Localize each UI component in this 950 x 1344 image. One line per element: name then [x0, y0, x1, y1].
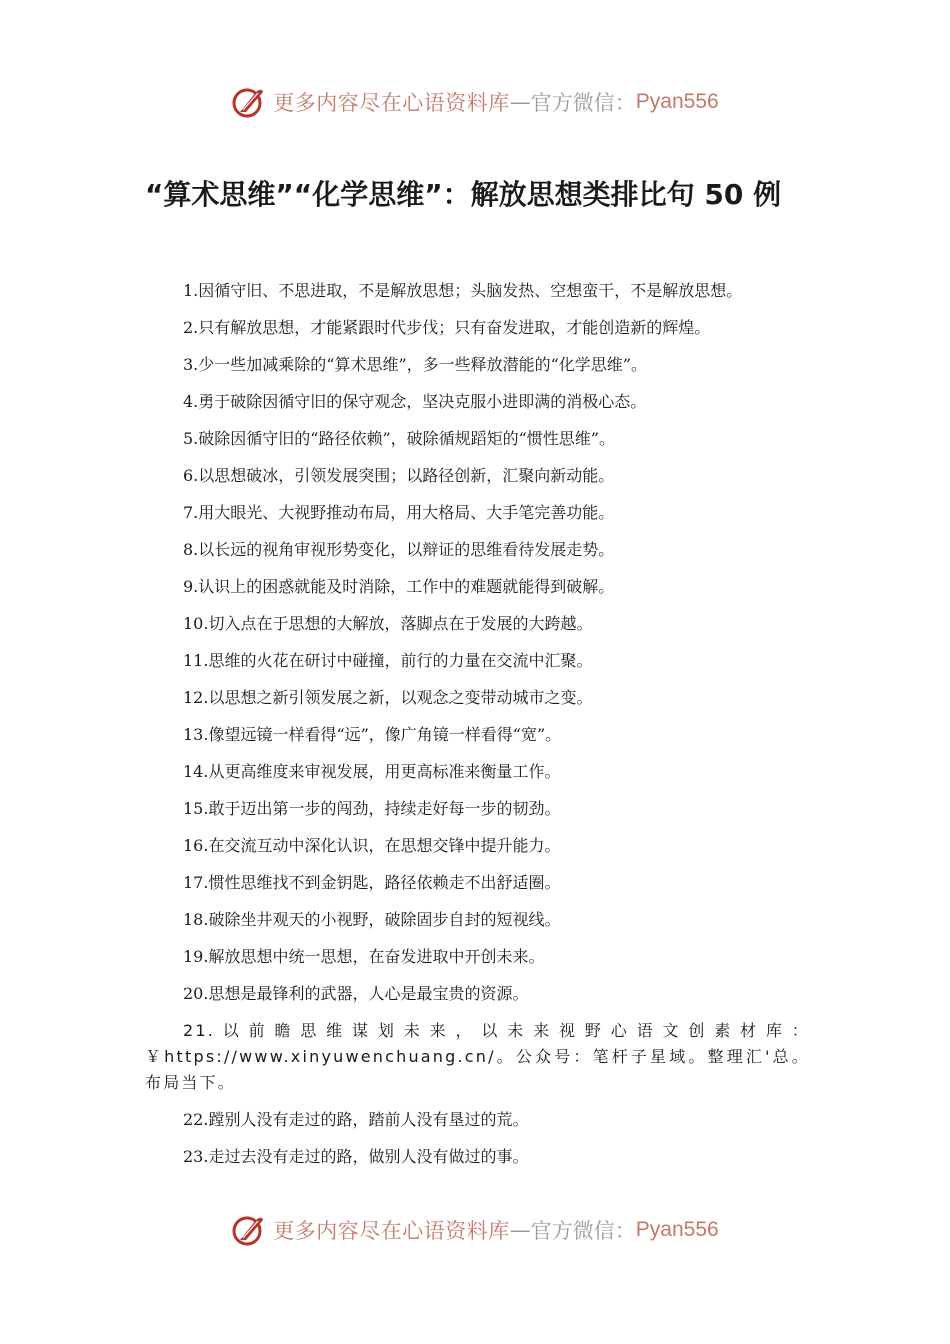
footer-banner — [0, 1208, 950, 1252]
list-item: 13.像望远镜一样看得“远”，像广角镜一样看得“宽”。 — [183, 725, 562, 744]
list-item: 19.解放思想中统一思想，在奋发进取中开创未来。 — [183, 947, 545, 966]
quill-logo-icon — [231, 1212, 267, 1248]
banner-wechat-id: Pyan556 — [635, 90, 719, 113]
list-item: 8.以长远的视角审视形势变化，以辩证的思维看待发展走势。 — [183, 540, 615, 559]
list-item: 9.认识上的困惑就能及时消除，工作中的难题就能得到破解。 — [183, 577, 615, 596]
list-item: 2.只有解放思想，才能紧跟时代步伐；只有奋发进取，才能创造新的辉煌。 — [183, 318, 711, 337]
list-item: 4.勇于破除因循守旧的保守观念，坚决克服小进即满的消极心态。 — [183, 392, 647, 411]
list-item: 20.思想是最锋利的武器，人心是最宝贵的资源。 — [183, 984, 529, 1003]
list-item: 6.以思想破冰，引领发展突围；以路径创新，汇聚向新动能。 — [183, 466, 615, 485]
list-item: 16.在交流互动中深化认识，在思想交锋中提升能力。 — [183, 836, 561, 855]
banner-wechat-label: 官方微信： — [530, 91, 636, 115]
banner-wechat-id: Pyan556 — [635, 1218, 719, 1241]
header-banner — [0, 80, 950, 124]
list-item: 18.破除坐井观天的小视野，破除固步自封的短视线。 — [183, 910, 561, 929]
banner-wechat-label: 官方微信： — [530, 1219, 636, 1243]
document-body — [145, 278, 810, 1181]
banner-text: 更多内容尽在心语资料库 — [273, 91, 510, 115]
list-item: 11.思维的火花在研讨中碰撞，前行的力量在交流中汇聚。 — [183, 651, 593, 670]
list-item: 5.破除因循守旧的“路径依赖”，破除循规蹈矩的“惯性思维”。 — [183, 429, 615, 448]
banner-dash: — — [509, 1218, 531, 1242]
list-item: 12.以思想之新引领发展之新，以观念之变带动城市之变。 — [183, 688, 593, 707]
list-item: 22.蹚别人没有走过的路，踏前人没有垦过的荒。 — [183, 1110, 529, 1129]
list-item: 23.走过去没有走过的路，做别人没有做过的事。 — [183, 1147, 529, 1166]
list-item: 1.因循守旧、不思进取，不是解放思想；头脑发热、空想蛮干，不是解放思想。 — [183, 281, 743, 300]
list-item: 21.以前瞻思维谋划未来，以未来视野心语文创素材库：￥https://www.xinyuwenchuang.cn/。公众号：笔杆子星域。整理汇'总。布局当下。 — [145, 1021, 810, 1092]
list-item: 3.少一些加减乘除的“算术思维”，多一些释放潜能的“化学思维”。 — [183, 355, 647, 374]
list-item: 17.惯性思维找不到金钥匙，路径依赖走不出舒适圈。 — [183, 873, 561, 892]
list-item: 10.切入点在于思想的大解放，落脚点在于发展的大跨越。 — [183, 614, 593, 633]
quill-logo-icon — [231, 84, 267, 120]
list-item: 14.从更高维度来审视发展，用更高标准来衡量工作。 — [183, 762, 561, 781]
page-title: “算术思维”“化学思维”：解放思想类排比句 50 例 — [145, 178, 782, 211]
banner-dash: — — [509, 90, 531, 114]
banner-text: 更多内容尽在心语资料库 — [273, 1219, 510, 1243]
list-item: 15.敢于迈出第一步的闯劲，持续走好每一步的韧劲。 — [183, 799, 561, 818]
list-item: 7.用大眼光、大视野推动布局，用大格局、大手笔完善功能。 — [183, 503, 615, 522]
